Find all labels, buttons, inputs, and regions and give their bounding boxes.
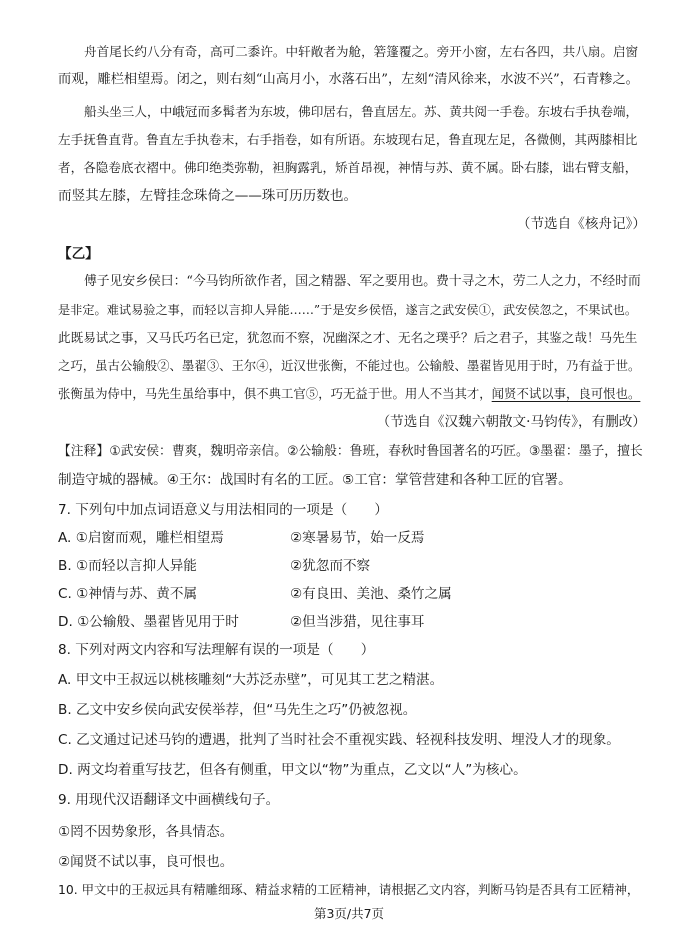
q7-option-a-1: A. ①启窗而观，雕栏相望焉 <box>58 530 224 546</box>
q9-item-1: ①罔不因势象形，各具情态。 <box>58 824 234 840</box>
notes-line-2: 制造守城的器械。④王尔：战国时有名的工匠。⑤工官：掌管营建和各种工匠的官署。 <box>58 472 572 488</box>
q7-option-d-1: D. ①公输般、墨翟皆见用于时 <box>58 614 239 630</box>
yi-source: （节选自《汉魏六朝散文·马钧传》，有删改） <box>376 414 646 430</box>
q9-stem: 9. 用现代汉语翻译文中画横线句子。 <box>58 792 280 808</box>
jia-p2-line-3: 者，各隐卷底衣褶中。佛印绝类弥勒，袒胸露乳，矫首昂视，神情与苏、黄不属。卧右膝，诎右臂支船， <box>58 160 638 175</box>
notes-line-1: 【注释】①武安侯：曹爽，魏明帝亲信。②公输般：鲁班，春秋时鲁国著名的巧匠。③墨翟：墨子，擅长 <box>58 444 643 459</box>
yi-heading: 【乙】 <box>58 246 99 262</box>
q8-option-c: C. 乙文通过记述马钧的遭遇，批判了当时社会不重视实践、轻视科技发明、埋没人才的现象。 <box>58 732 620 748</box>
yi-line-2: 是非定。难试易验之事，而轻以言抑人异能……”于是安乡侯悟，遂言之武安侯①，武安侯忽之，不果试也。 <box>58 303 638 317</box>
jia-p2-line-1: 船头坐三人，中峨冠而多髯者为东坡，佛印居右，鲁直居左。苏、黄共阅一手卷。东坡右手执卷端， <box>84 104 639 119</box>
jia-p1-line-1: 舟首尾长约八分有奇，高可二黍许。中轩敞者为舱，箬篷覆之。旁开小窗，左右各四，共八扇。启窗 <box>84 44 639 59</box>
jia-p2-line-2: 左手抚鲁直背。鲁直左手执卷末，右手指卷，如有所语。东坡现右足，鲁直现左足，各微侧，其两膝相比 <box>58 132 638 147</box>
q7-option-d-2: ②但当涉猎，见往事耳 <box>290 614 425 630</box>
q10-stem: 10. 甲文中的王叔远具有精雕细琢、精益求精的工匠精神，请根据乙文内容，判断马钧是否具有工匠精神， <box>58 882 640 897</box>
yi-line-3: 此既易试之事，又马氏巧名已定，犹忽而不察，况幽深之才、无名之璞乎？后之君子，其鉴之哉！马先生 <box>58 330 638 345</box>
jia-p1-line-2: 而观，雕栏相望焉。闭之，则右刻“山高月小，水落石出”，左刻“清风徐来，水波不兴”，石青糁之。 <box>58 72 639 87</box>
yi-underlined-sentence: 闻贤不试以事，良可恨也。 <box>491 386 641 401</box>
yi-line-5 <box>58 384 640 404</box>
yi-line-5-part-a: 张衡虽为侍中，马先生虽给事中，俱不典工官⑤，巧无益于世。用人不当其才， <box>58 386 492 401</box>
q7-option-b-1: B. ①而轻以言抑人异能 <box>58 558 197 574</box>
jia-source: （节选自《核舟记》） <box>516 216 646 232</box>
yi-line-1: 傅子见安乡侯曰：“今马钧所欲作者，国之精器、军之要用也。费十寻之木，劳二人之力，不经时而 <box>84 274 641 289</box>
q7-stem: 7. 下列句中加点词语意义与用法相同的一项是（ ） <box>58 502 388 518</box>
q8-option-b: B. 乙文中安乡侯向武安侯举荐，但“马先生之巧”仍被忽视。 <box>58 702 417 718</box>
q7-option-c-2: ②有良田、美池、桑竹之属 <box>290 586 452 602</box>
q7-option-a-2: ②寒暑易节，始一反焉 <box>290 530 425 546</box>
q8-stem: 8. 下列对两文内容和写法理解有误的一项是（ ） <box>58 642 375 658</box>
q7-option-b-2: ②犹忽而不察 <box>290 558 371 574</box>
q8-option-d: D. 两文均着重写技艺，但各有侧重，甲文以“物”为重点，乙文以“人”为核心。 <box>58 762 527 778</box>
yi-line-4: 之巧，虽古公输般②、墨翟③、王尔④，近汉世张衡，不能过也。公输般、墨翟皆见用于时，乃有益于世。 <box>58 358 641 373</box>
page-footer: 第3页/共7页 <box>313 906 385 921</box>
q9-item-2: ②闻贤不试以事，良可恨也。 <box>58 854 234 870</box>
jia-p2-line-4: 而竖其左膝，左臂挂念珠倚之——珠可历历数也。 <box>58 188 358 204</box>
q7-option-c-1: C. ①神情与苏、黄不属 <box>58 586 198 602</box>
q8-option-a: A. 甲文中王叔远以桃核雕刻“大苏泛赤壁”，可见其工艺之精湛。 <box>58 672 444 688</box>
